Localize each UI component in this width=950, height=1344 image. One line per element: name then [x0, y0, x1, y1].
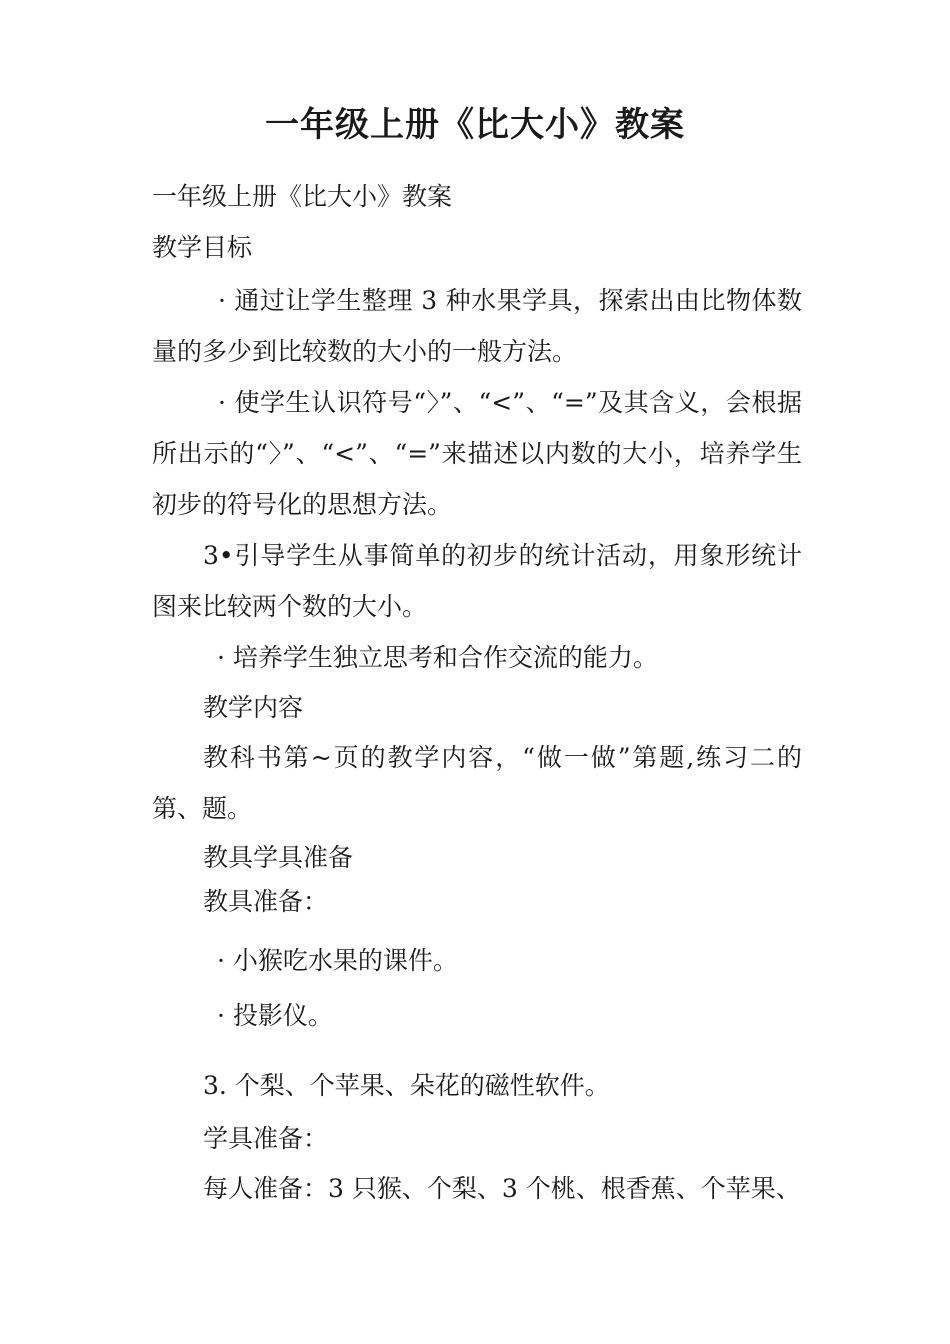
goal-item-3: 3•引导学生从事简单的初步的统计活动，用象形统计图来比较两个数的大小。: [152, 541, 802, 621]
goal-item-4: · 培养学生独立思考和合作交流的能力。: [217, 643, 658, 672]
content-paragraph: 教科书第~页的教学内容，“做一做”第题,练习二的第、题。: [152, 743, 802, 823]
document-title: 一年级上册《比大小》教案: [265, 105, 685, 145]
teacher-tool-item-1: · 小猴吃水果的课件。: [217, 946, 458, 975]
section-heading-goals: 教学目标: [152, 233, 253, 262]
goal-item-1: · 通过让学生整理 3 种水果学具，探索出由比物体数量的多少到比较数的大小的一般方法。: [152, 286, 802, 366]
section-heading-content: 教学内容: [203, 693, 304, 722]
student-tools-label: 学具准备：: [203, 1124, 329, 1153]
goal-item-2: · 使学生认识符号“〉”、“<”、“=”及其含义，会根据所出示的“〉”、“<”、“=”来描述以内数的大小，培养学生初步的符号化的思想方法。: [152, 388, 802, 519]
document-subtitle: 一年级上册《比大小》教案: [152, 182, 453, 211]
teacher-tool-item-2: · 投影仪。: [217, 1001, 333, 1030]
student-tools-text: 每人准备：3 只猴、个梨、3 个桃、根香蕉、个苹果、: [203, 1174, 801, 1203]
teacher-tool-item-3: 3. 个梨、个苹果、朵花的磁性软件。: [203, 1071, 610, 1100]
teacher-tools-label: 教具准备：: [203, 887, 329, 916]
section-heading-tools: 教具学具准备: [203, 843, 354, 872]
